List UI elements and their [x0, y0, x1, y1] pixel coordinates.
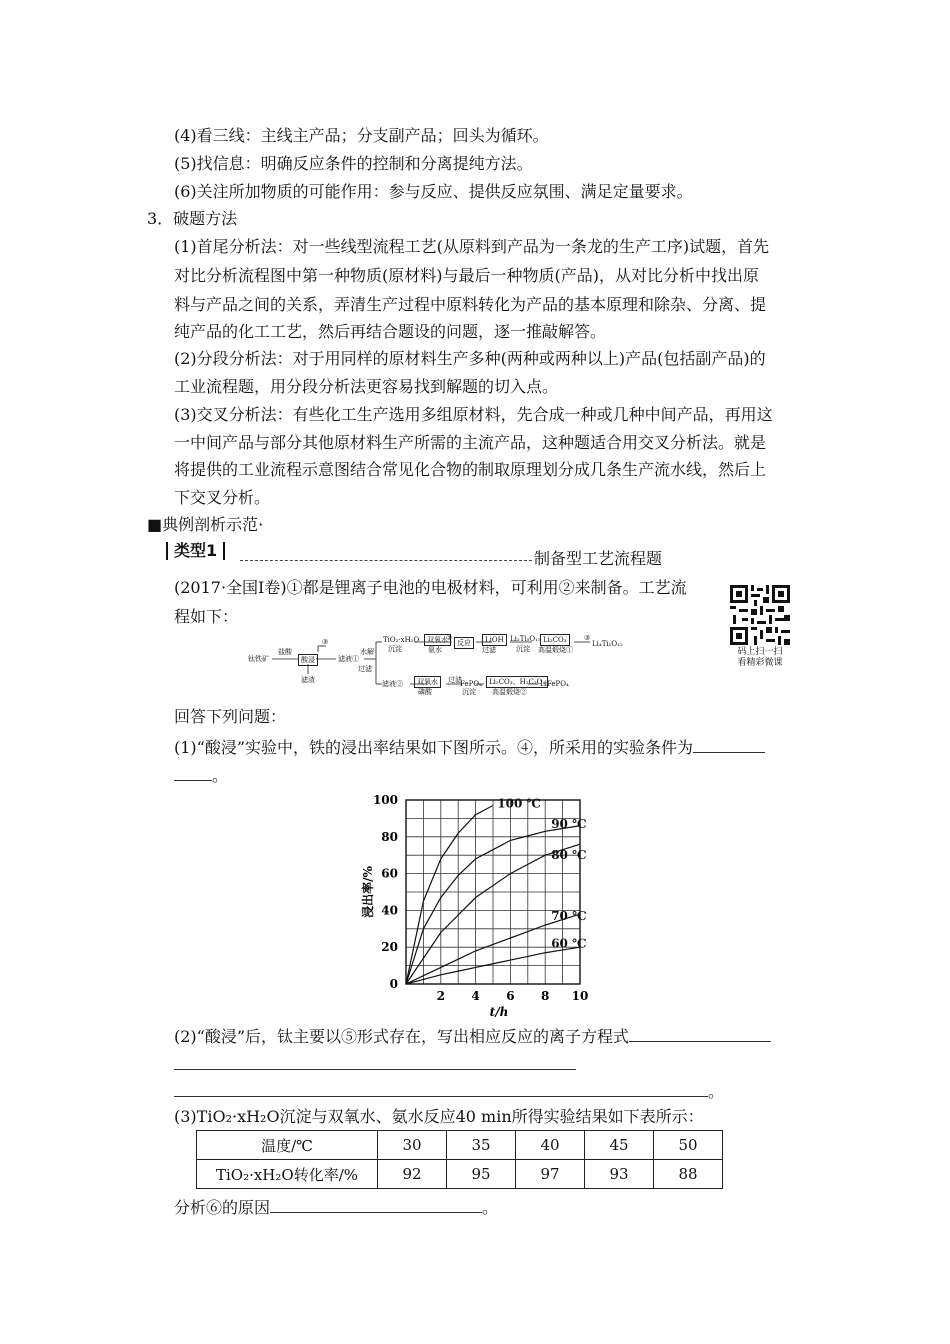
y-tick-label: 60	[381, 866, 398, 881]
qr-caption	[728, 647, 792, 669]
x-tick-label: 2	[436, 989, 445, 1003]
section-heading: 3．破题方法	[147, 209, 238, 228]
x-tick-label: 4	[471, 989, 480, 1003]
question-end: 。	[212, 766, 229, 785]
flow-label: 水解	[360, 648, 374, 656]
question-end: 。	[708, 1082, 725, 1101]
table-row	[197, 1160, 723, 1189]
text-line: (1)首尾分析法：对一些线型流程工艺(从原料到产品为一条龙的生产工序)试题，首先	[174, 237, 770, 256]
flow-label: 滤液①	[338, 655, 359, 663]
table-cell: 45	[585, 1131, 654, 1160]
flow-label: 氨水	[428, 646, 442, 654]
table-cell: 35	[447, 1131, 516, 1160]
flow-box: Li₂CO₃	[540, 634, 570, 646]
flow-box: 反应	[454, 637, 474, 649]
text-line: 程如下：	[174, 607, 239, 626]
qr-code-icon	[730, 585, 790, 645]
question-end: 。	[482, 1198, 499, 1217]
text-line: (6)关注所加物质的可能作用：参与反应、提供反应氛围、满足定量要求。	[174, 182, 693, 201]
y-axis-label: 浸出率/%	[361, 866, 375, 918]
text-line: (3)交叉分析法：有些化工生产选用多组原材料，先合成一种或几种中间产品，再用这	[174, 405, 773, 424]
answer-blank[interactable]	[174, 1080, 708, 1097]
table-cell: 88	[654, 1160, 723, 1189]
answer-blank[interactable]	[174, 764, 212, 781]
flow-label: ③	[446, 634, 453, 642]
section-heading: ■典例剖析示范·	[147, 515, 264, 534]
flow-label: 钛铁矿	[248, 655, 269, 663]
text-line: (4)看三线：主线主产品；分支副产品；回头为循环。	[174, 126, 549, 145]
flow-label: 沉淀	[462, 688, 476, 696]
series-label: 90 ℃	[551, 816, 587, 831]
table-cell: 温度/℃	[197, 1131, 378, 1160]
y-tick-label: 20	[381, 940, 398, 955]
flow-label: 高温煅烧①	[538, 646, 573, 654]
text-line: 一中间产品与部分其他原材料生产所需的主流产品，这种题适合用交叉分析法。就是	[174, 433, 767, 452]
x-axis-label: t/h	[489, 1005, 509, 1019]
series-label: 60 ℃	[551, 936, 587, 951]
flow-box: 双氧水	[424, 634, 451, 646]
series-label: 70 ℃	[551, 908, 587, 923]
table-cell: 40	[516, 1131, 585, 1160]
flow-label: 沉淀	[516, 645, 530, 653]
flow-label: 磷酸	[418, 688, 432, 696]
text-line: 回答下列问题：	[174, 707, 287, 726]
answer-blank[interactable]	[693, 736, 765, 753]
text-line: (2)分段分析法：对于用同样的原材料生产多种(两种或两种以上)产品(包括副产品)的	[174, 349, 766, 368]
question-3: (3)TiO₂·xH₂O沉淀与双氧水、氨水反应40 min所得实验结果如下表所示：	[174, 1107, 704, 1126]
flow-box: LiOH	[482, 634, 507, 646]
text-line: (2017·全国Ⅰ卷)①都是锂离子电池的电极材料，可利用②来制备。工艺流	[174, 578, 687, 597]
flow-label: 过滤	[482, 646, 496, 654]
flow-label: ③	[322, 638, 329, 646]
question-1	[174, 736, 765, 758]
text-line: 对比分析流程图中第一种物质(原材料)与最后一种物质(产品)，从对比分析中找出原	[174, 266, 759, 285]
results-table	[196, 1130, 723, 1189]
qr-caption-line: 看精彩微课	[737, 658, 783, 668]
qr-caption-line: 码上扫一扫	[737, 647, 783, 657]
question-text: (2)“酸浸”后，钛主要以⑤形式存在，写出相应反应的离子方程式	[174, 1027, 630, 1046]
x-tick-label: 10	[571, 989, 589, 1003]
table-row	[197, 1131, 723, 1160]
question-2	[174, 1025, 771, 1047]
question-2-cont	[174, 1080, 724, 1102]
table-cell: 92	[378, 1160, 447, 1189]
table-cell: TiO₂·xH₂O转化率/%	[197, 1160, 378, 1189]
flow-label: 过滤	[448, 676, 462, 684]
flow-box: Li₂CO₃、H₂C₂O₄	[486, 676, 548, 688]
question-text: (1)“酸浸”实验中，铁的浸出率结果如下图所示。④，所采用的实验条件为	[174, 738, 694, 757]
flow-label: 沉淀	[388, 645, 402, 653]
y-tick-label: 0	[389, 977, 398, 991]
dashed-leader	[240, 560, 532, 561]
flow-label: Li₂Ti₅O₁₅	[510, 635, 541, 643]
question-1-cont	[174, 764, 228, 786]
flow-label: FePO₄	[460, 680, 482, 688]
y-tick-label: 80	[381, 829, 398, 844]
answer-blank[interactable]	[270, 1196, 482, 1213]
text-line: 料与产品之间的关系，弄清生产过程中原料转化为产品的基本原理和除杂、分离、提	[174, 295, 767, 314]
type-label: 类型1	[166, 542, 225, 560]
flow-label: 滤液②	[382, 680, 403, 688]
process-flow-diagram	[248, 634, 623, 696]
question-2-cont	[174, 1053, 576, 1075]
flow-label: 过滤	[358, 665, 372, 673]
text-line: 下交叉分析。	[174, 488, 271, 507]
table-cell: 50	[654, 1131, 723, 1160]
y-tick-label: 100	[372, 793, 398, 807]
flow-label: LiFePO₄	[540, 680, 569, 688]
series-label: 100 ℃	[497, 796, 541, 811]
flow-label: TiO₂·xH₂O	[383, 636, 420, 644]
flow-label: 滤渣	[301, 676, 315, 684]
flow-box: 双氧水	[414, 676, 441, 688]
text-line: 将提供的工业流程示意图结合常见化合物的制取原理划分成几条生产流水线，然后上	[174, 460, 767, 479]
table-cell: 95	[447, 1160, 516, 1189]
answer-blank[interactable]	[174, 1053, 576, 1070]
text-line: 纯产品的化工工艺，然后再结合题设的问题，逐一推敲解答。	[174, 322, 607, 341]
question-3-tail	[174, 1196, 498, 1218]
flow-label: ③	[584, 634, 591, 642]
flow-label: 盐酸	[278, 648, 292, 656]
flow-label: 高温煅烧②	[492, 688, 527, 696]
x-tick-label: 6	[506, 989, 515, 1003]
question-text: 分析⑥的原因	[174, 1198, 271, 1217]
flow-label: Li₄Ti₅O₁₂	[592, 640, 623, 648]
series-label: 80 ℃	[551, 848, 587, 863]
type-title: 制备型工艺流程题	[534, 549, 663, 568]
answer-blank[interactable]	[629, 1025, 771, 1042]
table-cell: 97	[516, 1160, 585, 1189]
y-tick-label: 40	[381, 903, 398, 918]
table-cell: 30	[378, 1131, 447, 1160]
flow-box: 酸浸	[298, 654, 318, 666]
leaching-rate-chart	[360, 792, 610, 1022]
text-line: (5)找信息：明确反应条件的控制和分离提纯方法。	[174, 154, 533, 173]
table-cell: 93	[585, 1160, 654, 1189]
text-line: 工业流程题，用分段分析法更容易找到解题的切入点。	[174, 377, 559, 396]
x-tick-label: 8	[541, 989, 550, 1003]
